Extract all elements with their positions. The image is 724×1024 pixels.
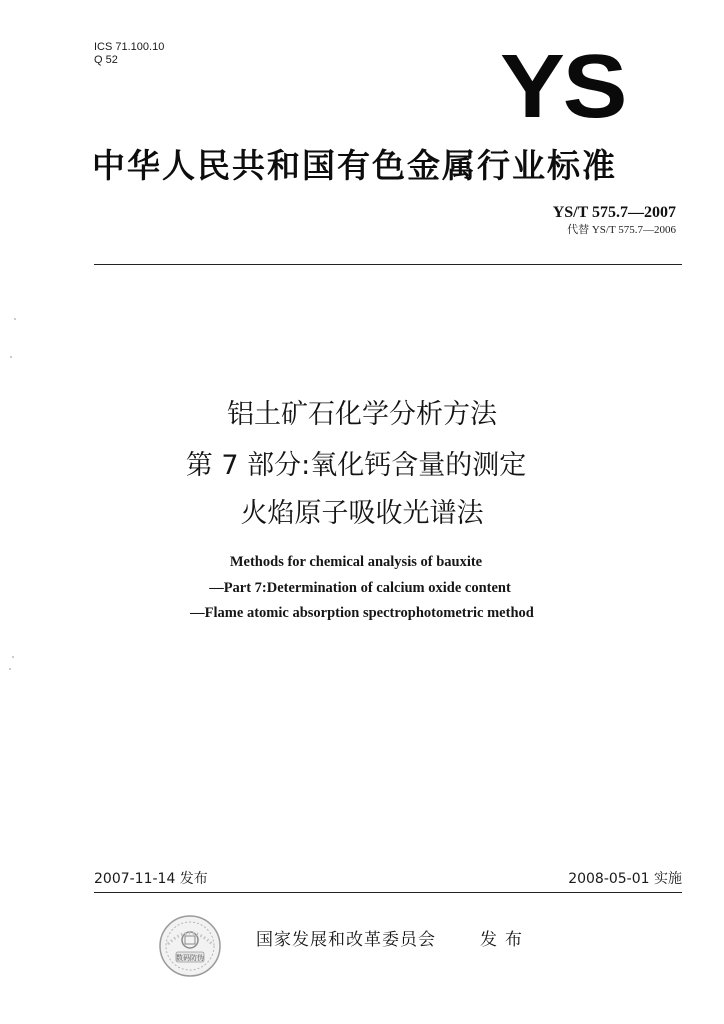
implementation-date: 2008-05-01 实施	[568, 871, 682, 887]
seal-text: 数码防伪	[176, 954, 204, 962]
replaces-standard: 代替 YS/T 575.7—2006	[567, 224, 676, 236]
issue-date: 2007-11-14 发布	[94, 871, 208, 887]
title-cn-line-1: 铝土矿石化学分析方法	[227, 399, 497, 430]
scan-speck	[14, 318, 16, 320]
scan-speck	[9, 668, 11, 670]
footer-divider	[94, 892, 682, 893]
title-cn-line-3: 火焰原子吸收光谱法	[240, 498, 484, 529]
standard-category-title: 中华人民共和国有色金属行业标准	[92, 146, 617, 185]
title-en-line-1: Methods for chemical analysis of bauxite	[229, 554, 483, 570]
scan-speck	[10, 356, 12, 358]
ys-logo: YS	[500, 37, 626, 137]
anti-counterfeit-seal-icon	[158, 914, 222, 978]
standard-number: YS/T 575.7—2007	[552, 204, 676, 221]
issuing-authority: 国家发展和改革委员会	[256, 930, 436, 950]
title-en-line-2: —Part 7:Determination of calcium oxide content	[209, 580, 511, 596]
scan-speck	[12, 656, 14, 658]
ics-code: ICS 71.100.10	[94, 41, 165, 53]
title-cn-line-2: 第 7 部分:氧化钙含量的测定	[185, 450, 527, 481]
header-divider	[94, 264, 682, 265]
title-en-line-3: —Flame atomic absorption spectrophotometric method	[190, 605, 534, 621]
ccs-code: Q 52	[94, 54, 118, 66]
publish-label: 发布	[480, 930, 530, 950]
